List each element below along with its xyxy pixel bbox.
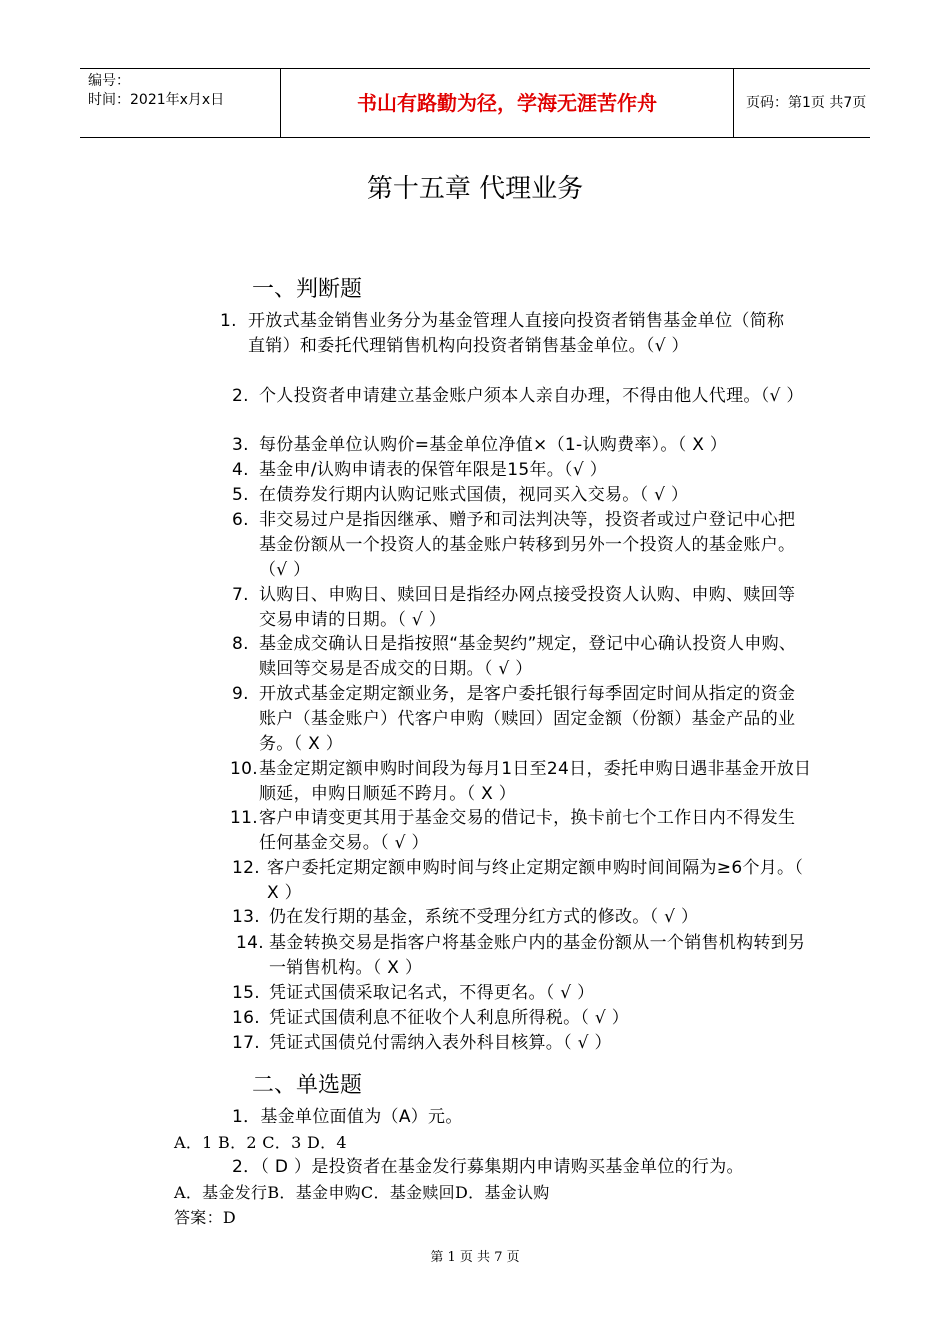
item-text: 客户委托定期定额申购时间与终止定期定额申购时间间隔为≥6个月。（ X ） — [267, 858, 804, 903]
page-header — [80, 68, 870, 138]
judgment-item — [230, 806, 812, 856]
item-number: 2. — [232, 386, 249, 406]
item-number: 14. — [236, 933, 264, 953]
judgment-item — [232, 483, 812, 508]
judgment-item — [232, 1006, 812, 1031]
question-1-options: A．1 B．2 C．3 D．4 — [174, 1133, 347, 1152]
section-heading-judgment: 一、判断题 — [252, 277, 363, 302]
item-text: 凭证式国债采取记名式，不得更名。（ √ ） — [269, 983, 595, 1003]
item-text: 认购日、申购日、赎回日是指经办网点接受投资人认购、申购、赎回等交易申请的日期。（ √ ） — [259, 585, 796, 630]
question-2-answer: 答案：D — [174, 1208, 237, 1227]
item-number: 1. — [220, 311, 237, 331]
judgment-item — [230, 757, 812, 807]
judgment-item — [236, 931, 812, 981]
question-2: 2．（ D ）是投资者在基金发行募集期内申请购买基金单位的行为。 — [232, 1157, 744, 1177]
question-2-options: A．基金发行B．基金申购C．基金赎回D．基金认购 — [174, 1183, 550, 1202]
item-text: 基金转换交易是指客户将基金账户内的基金份额从一个销售机构转到另一销售机构。（ X ） — [269, 933, 806, 978]
code-label: 编号： — [88, 73, 130, 89]
item-number: 9. — [232, 684, 249, 704]
item-number: 16. — [232, 1008, 260, 1028]
judgment-item — [232, 508, 812, 583]
judgment-item — [232, 632, 812, 682]
page-footer: 第 1 页 共 7 页 — [430, 1250, 520, 1265]
item-text: 凭证式国债兑付需纳入表外科目核算。（ √ ） — [269, 1033, 612, 1053]
item-number: 7. — [232, 585, 249, 605]
judgment-item — [232, 981, 812, 1006]
judgment-item — [232, 583, 812, 633]
item-number: 8. — [232, 634, 249, 654]
item-text: 基金成交确认日是指按照“基金契约”规定，登记中心确认投资人申购、赎回等交易是否成交的日期。（ √ ） — [259, 634, 797, 679]
header-page-number: 页码：第1页 共7页 — [746, 95, 867, 111]
judgment-item — [220, 309, 800, 359]
date-label: 时间：2021年x月x日 — [88, 92, 225, 108]
item-text: 非交易过户是指因继承、赠予和司法判决等，投资者或过户登记中心把基金份额从一个投资人的基金账户转移到另外一个投资人的基金账户。（√ ） — [259, 510, 796, 580]
judgment-item — [232, 905, 812, 930]
item-text: 开放式基金销售业务分为基金管理人直接向投资者销售基金单位（简称直销）和委托代理销售机构向投资者销售基金单位。（√ ） — [248, 311, 785, 356]
item-number: 4. — [232, 460, 249, 480]
judgment-item — [232, 433, 812, 458]
item-text: 基金定期定额申购时间段为每月1日至24日，委托申购日遇非基金开放日顺延，申购日顺延不跨月。（ X ） — [259, 759, 812, 804]
item-text: 基金申/认购申请表的保管年限是15年。（√ ） — [259, 460, 607, 480]
item-text: 凭证式国债利息不征收个人利息所得税。（ √ ） — [269, 1008, 630, 1028]
section-heading-single-choice: 二、单选题 — [252, 1073, 363, 1098]
item-text: 个人投资者申请建立基金账户须本人亲自办理，不得由他人代理。（√ ） — [259, 386, 804, 406]
item-text: 在债券发行期内认购记账式国债，视同买入交易。（ √ ） — [259, 485, 689, 505]
item-number: 11. — [230, 808, 258, 828]
question-1: 1．基金单位面值为（A）元。 — [232, 1107, 463, 1127]
judgment-item — [232, 682, 812, 757]
item-number: 17. — [232, 1033, 260, 1053]
item-number: 12. — [232, 858, 260, 878]
item-text: 客户申请变更其用于基金交易的借记卡，换卡前七个工作日内不得发生任何基金交易。（ √ ） — [259, 808, 796, 853]
item-number: 10. — [230, 759, 258, 779]
header-info — [80, 69, 280, 137]
item-number: 13. — [232, 907, 260, 927]
item-text: 仍在发行期的基金，系统不受理分红方式的修改。（ √ ） — [269, 907, 699, 927]
judgment-item — [232, 856, 812, 906]
item-number: 6. — [232, 510, 249, 530]
item-text: 每份基金单位认购价=基金单位净值×（1-认购费率）。（ X ） — [259, 435, 728, 455]
item-text: 开放式基金定期定额业务，是客户委托银行每季固定时间从指定的资金账户（基金账户）代客户申购（赎回）固定金额（份额）基金产品的业务。（ X ） — [259, 684, 796, 754]
item-number: 3. — [232, 435, 249, 455]
judgment-item — [232, 1031, 812, 1056]
item-number: 5. — [232, 485, 249, 505]
item-number: 15. — [232, 983, 260, 1003]
chapter-title: 第十五章 代理业务 — [366, 174, 584, 204]
header-motto: 书山有路勤为径，学海无涯苦作舟 — [280, 69, 734, 137]
judgment-item — [232, 458, 812, 483]
judgment-item — [232, 384, 812, 409]
